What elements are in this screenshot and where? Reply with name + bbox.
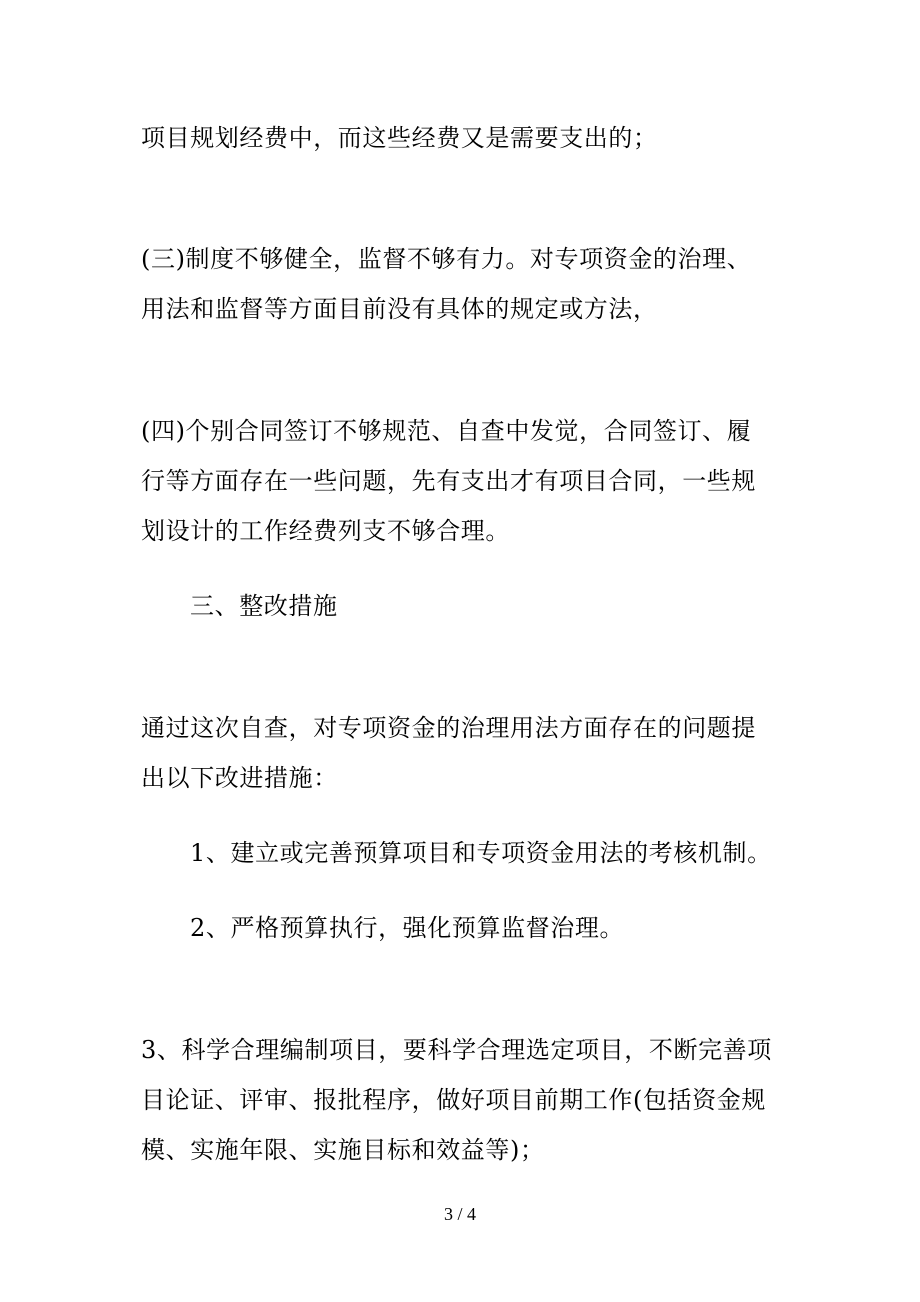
- measures-intro-line-1: 通过这次自查，对专项资金的治理用法方面存在的问题提: [141, 714, 756, 742]
- heading-rectification-measures: 三、整改措施: [190, 592, 338, 620]
- section-three-line-2: 用法和监督等方面目前没有具体的规定或方法，: [141, 295, 658, 323]
- measure-item-2: 2、严格预算执行，强化预算监督治理。: [190, 914, 625, 942]
- paragraph-line: 项目规划经费中，而这些经费又是需要支出的；: [141, 124, 658, 152]
- measure-item-3-line-1: 3、科学合理编制项目，要科学合理选定项目，不断完善项: [141, 1036, 772, 1064]
- measure-item-3-line-3: 模、实施年限、实施目标和效益等)；: [141, 1136, 545, 1164]
- measures-intro-line-2: 出以下改进措施：: [141, 764, 338, 792]
- section-three-line-1: (三)制度不够健全，监督不够有力。对专项资金的治理、: [141, 245, 752, 273]
- section-four-line-1: (四)个别合同签订不够规范、自查中发觉，合同签订、履: [141, 417, 752, 445]
- page-number: 3 / 4: [443, 1204, 476, 1224]
- measure-item-3-line-2: 目论证、评审、报批程序，做好项目前期工作(包括资金规: [141, 1086, 766, 1114]
- section-four-line-3: 划设计的工作经费列支不够合理。: [141, 517, 510, 545]
- section-four-line-2: 行等方面存在一些问题，先有支出才有项目合同，一些规: [141, 467, 756, 495]
- measure-item-1: 1、建立或完善预算项目和专项资金用法的考核机制。: [190, 839, 772, 867]
